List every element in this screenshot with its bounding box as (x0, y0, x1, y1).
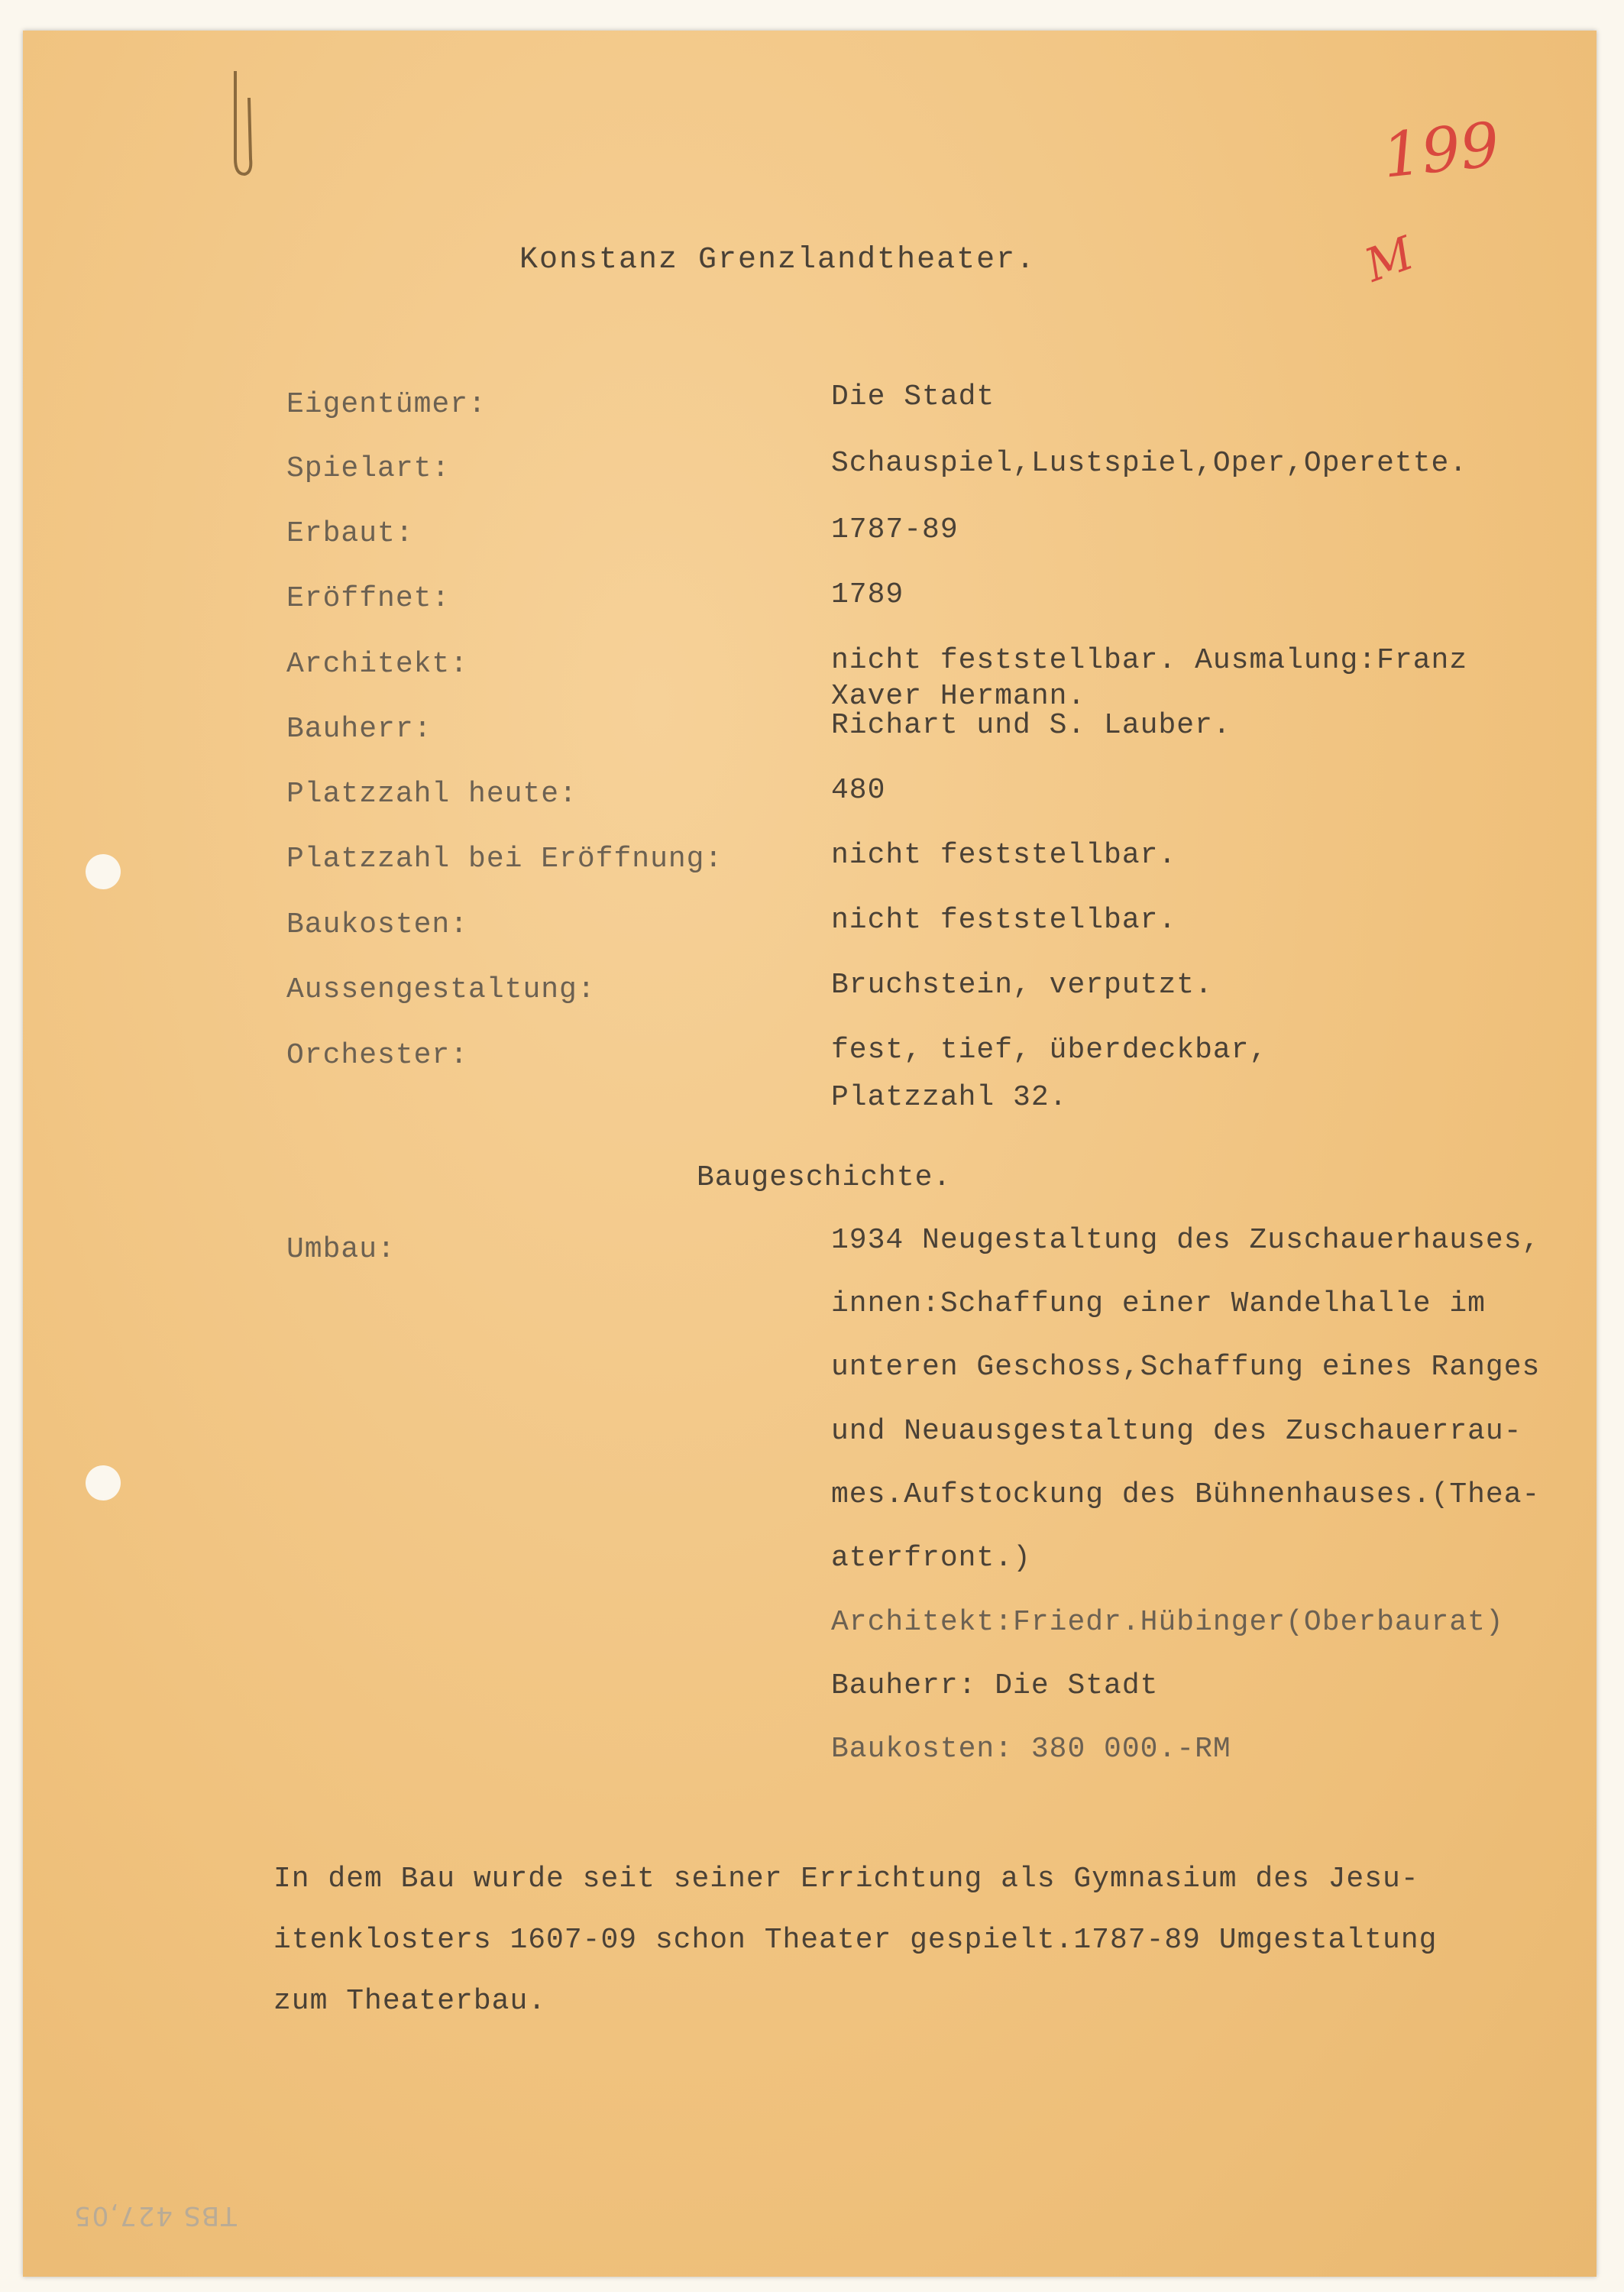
page-title: Konstanz Grenzlandtheater. (519, 243, 1037, 277)
field-label-orchestra: Orchester: (286, 1039, 469, 1072)
umbau-line: 1934 Neugestaltung des Zuschauerhauses, (831, 1224, 1541, 1257)
umbau-line: Baukosten: 380 000.-RM (831, 1733, 1231, 1766)
punch-hole-top (86, 854, 121, 889)
umbau-line: Architekt:Friedr.Hübinger(Oberbaurat) (831, 1606, 1504, 1639)
note-line: itenklosters 1607-09 schon Theater gespielt.1787-89 Umgestaltung (273, 1924, 1438, 1957)
field-value-client: Richart und S. Lauber. (831, 709, 1231, 742)
umbau-line: innen:Schaffung einer Wandelhalle im (831, 1287, 1486, 1320)
note-line: In dem Bau wurde seit seiner Errichtung als Gymnasium des Jesu- (273, 1863, 1419, 1895)
document-page (23, 31, 1597, 2277)
field-value-costs: nicht feststellbar. (831, 904, 1177, 937)
section-heading: Baugeschichte. (697, 1161, 952, 1194)
field-value-orchestra-cont: Platzzahl 32. (831, 1081, 1068, 1114)
field-label-owner: Eigentümer: (286, 388, 487, 421)
field-value-owner: Die Stadt (831, 380, 995, 413)
field-label-client: Bauherr: (286, 713, 432, 746)
field-label-seats-opening: Platzzahl bei Eröffnung: (286, 843, 723, 876)
field-label-opened: Eröffnet: (286, 582, 451, 615)
field-value-opened: 1789 (831, 578, 904, 611)
field-value-type: Schauspiel,Lustspiel,Oper,Operette. (831, 447, 1468, 480)
field-value-built: 1787-89 (831, 513, 959, 546)
field-value-orchestra: fest, tief, überdeckbar, (831, 1034, 1268, 1067)
field-label-seats-today: Platzzahl heute: (286, 778, 577, 811)
handwritten-initials: M (1357, 226, 1421, 293)
field-value-seats-opening: nicht feststellbar. (831, 839, 1177, 872)
umbau-line: unteren Geschoss,Schaffung eines Ranges (831, 1351, 1541, 1384)
field-value-exterior: Bruchstein, verputzt. (831, 969, 1213, 1002)
folio-number: 199 (1379, 108, 1503, 192)
umbau-line: aterfront.) (831, 1542, 1031, 1575)
umbau-line: Bauherr: Die Stadt (831, 1669, 1159, 1702)
field-label-type: Spielart: (286, 452, 451, 485)
field-label-architect: Architekt: (286, 648, 469, 681)
field-label-built: Erbaut: (286, 517, 414, 550)
field-label-costs: Baukosten: (286, 908, 469, 941)
umbau-line: mes.Aufstockung des Bühnenhauses.(Thea- (831, 1478, 1541, 1511)
archive-number: TBS 427,05 (73, 2200, 237, 2231)
staple-mark (228, 67, 255, 182)
note-line: zum Theaterbau. (273, 1985, 547, 2018)
umbau-line: und Neuausgestaltung des Zuschauerrau- (831, 1415, 1522, 1448)
punch-hole-bottom (86, 1465, 121, 1500)
field-value-architect: nicht feststellbar. Ausmalung:Franz (831, 644, 1468, 677)
field-value-architect-cont: Xaver Hermann. (831, 680, 1086, 713)
umbau-label: Umbau: (286, 1233, 396, 1266)
field-label-exterior: Aussengestaltung: (286, 973, 596, 1006)
field-value-seats-today: 480 (831, 774, 886, 807)
